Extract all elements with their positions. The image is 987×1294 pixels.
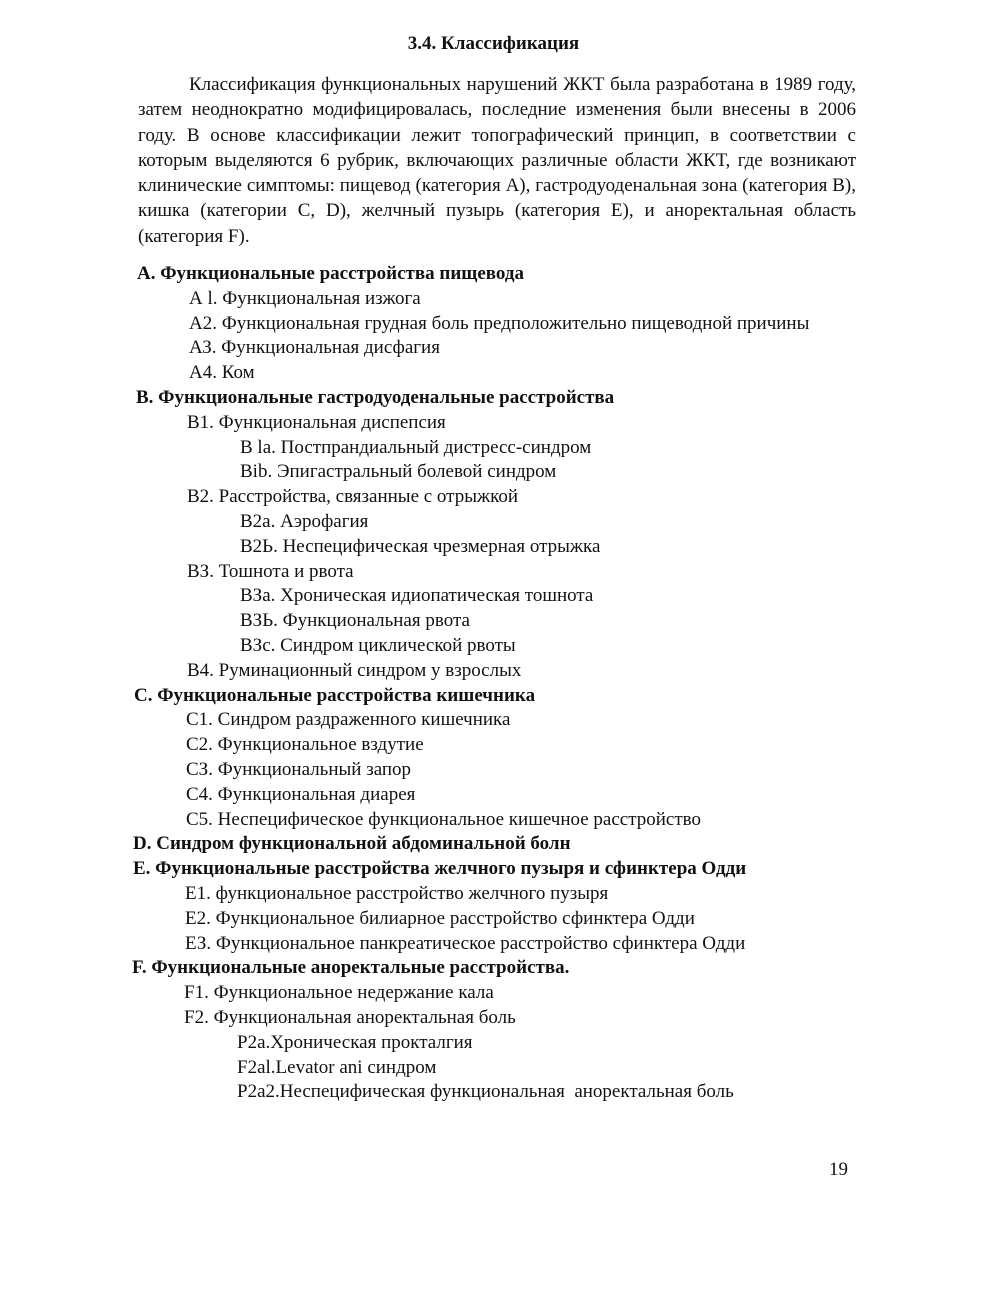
category-heading-b: В. Функциональные гастродуоденальные расстройства xyxy=(136,386,615,408)
subitem-b3b: ВЗЬ. Функциональная рвота xyxy=(240,610,470,632)
item-f2: F2. Функциональная аноректальная боль xyxy=(184,1006,516,1028)
item-e2: Е2. Функциональное билиарное расстройство сфинктера Одди xyxy=(185,907,695,929)
subitem-b2b: В2Ь. Неспецифическая чрезмерная отрыжка xyxy=(240,535,601,557)
category-heading-f: F. Функциональные аноректальные расстройства. xyxy=(132,957,570,979)
subitem-b3a: ВЗа. Хроническая идиопатическая тошнота xyxy=(240,585,594,607)
intro-paragraph: Классификация функциональных нарушений ЖКТ была разработана в 1989 году, затем неоднократно модифицировалась, последние изменения были внесены в 2006 году. В основе классификации лежит топографический принцип, в соответствии с которым выделяются 6 рубрик, включающих различные области ЖКТ, где возникают клинические симптомы: пищевод (категория А), гастродуоденальная зона (категория В), кишка (категории С, D), желчный пузырь (категория Е), и аноректальная область (категория F). xyxy=(138,74,856,247)
item-f1: F1. Функциональное недержание кала xyxy=(184,982,494,1004)
subitem-b2a: В2а. Аэрофагия xyxy=(240,510,369,532)
item-c2: С2. Функциональное вздутие xyxy=(186,734,424,756)
subitem-f2a1: F2al.Levator ani синдром xyxy=(237,1056,437,1078)
subitem-f2a: Р2а.Хроническая прокталгия xyxy=(237,1031,473,1053)
category-heading-c: С. Функциональные расстройства кишечника xyxy=(134,684,536,706)
classification-outline xyxy=(0,262,987,1105)
item-c4: С4. Функциональная диарея xyxy=(186,783,416,805)
item-b4: В4. Руминационный синдром у взрослых xyxy=(187,659,522,681)
category-heading-e: Е. Функциональные расстройства желчного пузыря и сфинктера Одди xyxy=(133,858,747,880)
item-a1: А l. Функциональная изжога xyxy=(189,287,421,309)
item-c5: С5. Неспецифическое функциональное кишечное расстройство xyxy=(186,808,702,830)
item-e1: Е1. функциональное расстройство желчного пузыря xyxy=(185,882,609,904)
subitem-b1a: В la. Постпрандиальный дистресс-синдром xyxy=(240,436,592,458)
item-a3: АЗ. Функциональная дисфагия xyxy=(189,337,440,359)
item-a4: А4. Ком xyxy=(189,362,255,384)
item-b1: В1. Функциональная диспепсия xyxy=(187,411,446,433)
item-c3: СЗ. Функциональный запор xyxy=(186,758,412,780)
section-title: 3.4. Классификация xyxy=(407,33,580,54)
item-a2: А2. Функциональная грудная боль предположительно пищеводной причины xyxy=(189,312,810,334)
subitem-f2a2: Р2а2.Неспецифическая функциональная аноректальная боль xyxy=(237,1081,734,1103)
item-b2: В2. Расстройства, связанные с отрыжкой xyxy=(187,486,519,508)
category-heading-d: D. Синдром функциональной абдоминальной болн xyxy=(133,833,571,855)
subitem-b1b: Bib. Эпигастральный болевой синдром xyxy=(240,461,557,483)
subitem-b3c: ВЗс. Синдром циклической рвоты xyxy=(240,634,516,656)
category-heading-a: А. Функциональные расстройства пищевода xyxy=(137,263,524,284)
page-number: 19 xyxy=(829,1159,848,1180)
item-b3: ВЗ. Тошнота и рвота xyxy=(187,560,354,582)
item-e3: ЕЗ. Функциональное панкреатическое расстройство сфинктера Одди xyxy=(185,932,746,954)
item-c1: С1. Синдром раздраженного кишечника xyxy=(186,709,511,731)
